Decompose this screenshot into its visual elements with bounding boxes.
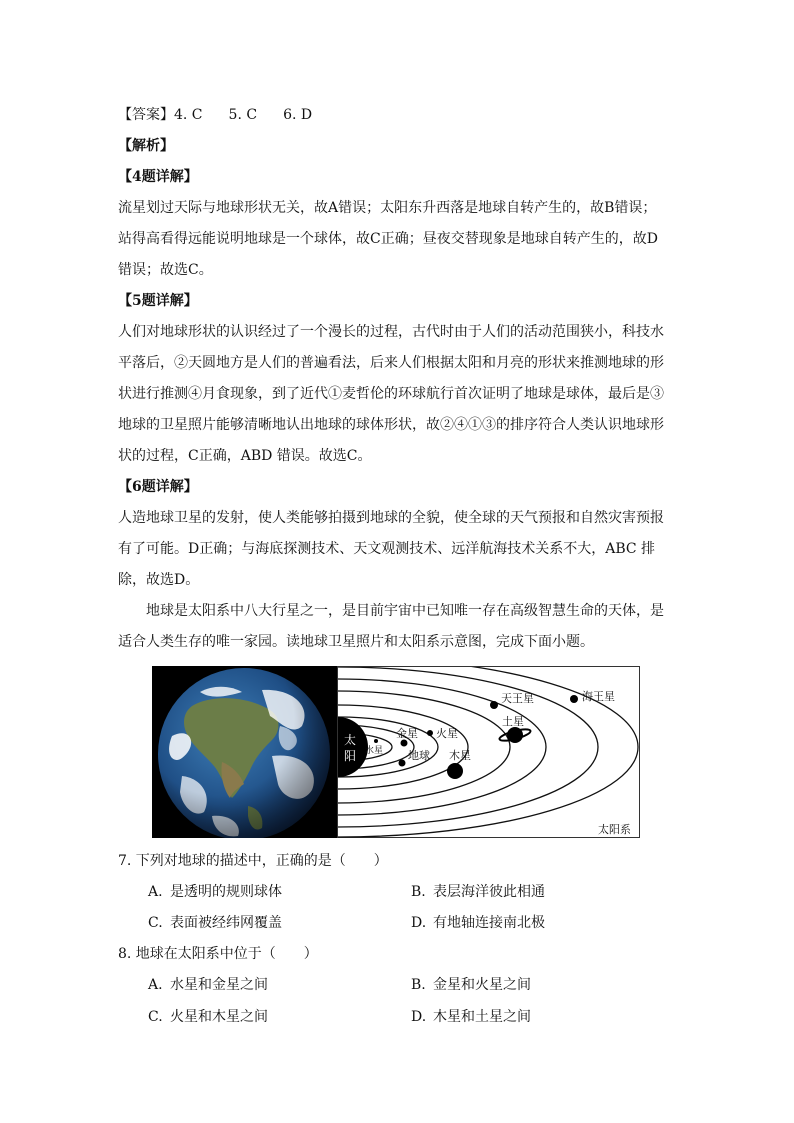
document-body (118, 100, 678, 658)
q7-option-a-letter: A. (148, 884, 163, 900)
q8-option-a-letter: A. (148, 977, 163, 993)
earth-dot (399, 760, 406, 767)
q7-option-a-text: 是透明的规则球体 (170, 884, 282, 900)
q5-line-2: 平落后，②天圆地方是人们的普遍看法，后来人们根据太阳和月亮的形状来推测地球的形 (118, 355, 664, 371)
q5-line-4: 地球的卫星照片能够清晰地认出地球的球体形状，故②④①③的排序符合人类认识地球形 (118, 417, 664, 433)
analysis-heading: 【解析】 (118, 138, 174, 154)
sun-label-1: 太 (344, 733, 357, 747)
q7-option-c-letter: C. (148, 915, 163, 931)
question-8-stem: 8. 地球在太阳系中位于（ ） (118, 946, 318, 962)
q4-line-2: 站得高看得远能说明地球是一个球体，故C正确；昼夜交替现象是地球自转产生的，故D (118, 231, 658, 247)
q6-line-2: 有了可能。D正确；与海底探测技术、天文观测技术、远洋航海技术关系不大，ABC 排 (118, 541, 656, 557)
neptune-dot (570, 695, 578, 703)
q8-option-b-letter: B. (411, 977, 426, 993)
q8-option-c-text: 火星和木星之间 (170, 1009, 268, 1025)
q7-option-b-text: 表层海洋彼此相通 (433, 884, 545, 900)
q7-option-c (148, 913, 282, 933)
venus-dot (401, 740, 408, 747)
intro-line-1: 地球是太阳系中八大行星之一，是目前宇宙中已知唯一存在高级智慧生命的天体，是 (146, 603, 664, 619)
venus-label: 金星 (396, 727, 418, 740)
q6-heading: 【6题详解】 (118, 479, 198, 495)
mercury-label: 水星 (365, 746, 384, 756)
earth-photo (152, 666, 337, 838)
sun-label-2: 阳 (344, 749, 357, 763)
q8-option-a-text: 水星和金星之间 (170, 977, 268, 993)
answer-6: 6. D (283, 107, 313, 123)
q7-option-b-letter: B. (411, 884, 426, 900)
figure (152, 666, 640, 838)
q8-option-b (411, 975, 531, 995)
q6-line-3: 除，故选D。 (118, 572, 200, 588)
jupiter-label: 木星 (449, 749, 471, 762)
uranus-dot (490, 701, 498, 709)
answer-line (118, 100, 678, 131)
neptune-label: 海王星 (582, 690, 615, 703)
answer-label: 【答案】 (118, 107, 174, 123)
q5-heading: 【5题详解】 (118, 293, 198, 309)
jupiter-dot (447, 763, 463, 779)
saturn-shape (499, 727, 532, 743)
q8-option-c (148, 1007, 268, 1027)
q7-option-d-letter: D. (411, 915, 427, 931)
q8-option-d (411, 1007, 531, 1027)
q8-option-d-text: 木星和土星之间 (433, 1009, 531, 1025)
earth-label: 地球 (408, 749, 430, 762)
uranus-label: 天王星 (501, 692, 534, 705)
answer-4: 4. C (174, 107, 203, 123)
q6-line-1: 人造地球卫星的发射，使人类能够拍摄到地球的全貌，使全球的天气预报和自然灾害预报 (118, 510, 664, 526)
q7-option-b (411, 882, 545, 902)
saturn-label: 土星 (502, 715, 524, 728)
q5-line-1: 人们对地球形状的认识经过了一个漫长的过程，古代时由于人们的活动范围狭小，科技水 (118, 324, 664, 340)
mars-label: 火星 (436, 727, 458, 740)
q5-line-5: 状的过程，C正确，ABD 错误。故选C。 (118, 448, 372, 464)
q4-line-1: 流星划过天际与地球形状无关，故A错误；太阳东升西落是地球自转产生的，故B错误； (118, 200, 657, 216)
answer-5: 5. C (228, 107, 258, 123)
q7-option-d (411, 913, 545, 933)
solar-system-svg (338, 667, 641, 839)
diagram-caption: 太阳系 (598, 823, 631, 836)
q8-option-c-letter: C. (148, 1009, 163, 1025)
q4-line-3: 错误；故选C。 (118, 262, 213, 278)
mars-dot (427, 730, 433, 736)
q7-option-a (148, 882, 282, 902)
q8-option-a (148, 975, 268, 995)
solar-system-diagram (337, 666, 640, 838)
q7-option-d-text: 有地轴连接南北极 (433, 915, 545, 931)
question-7-stem: 7. 下列对地球的描述中，正确的是（ ） (118, 853, 388, 869)
q8-option-b-text: 金星和火星之间 (433, 977, 531, 993)
q8-option-d-letter: D. (411, 1009, 427, 1025)
mercury-dot (374, 739, 378, 743)
q7-option-c-text: 表面被经纬网覆盖 (170, 915, 282, 931)
q5-line-3: 状进行推测④月食现象，到了近代①麦哲伦的环球航行首次证明了地球是球体，最后是③ (118, 386, 664, 402)
q4-heading: 【4题详解】 (118, 169, 198, 185)
intro-line-2: 适合人类生存的唯一家园。读地球卫星照片和太阳系示意图，完成下面小题。 (118, 634, 594, 650)
earth-globe-image (152, 666, 337, 838)
